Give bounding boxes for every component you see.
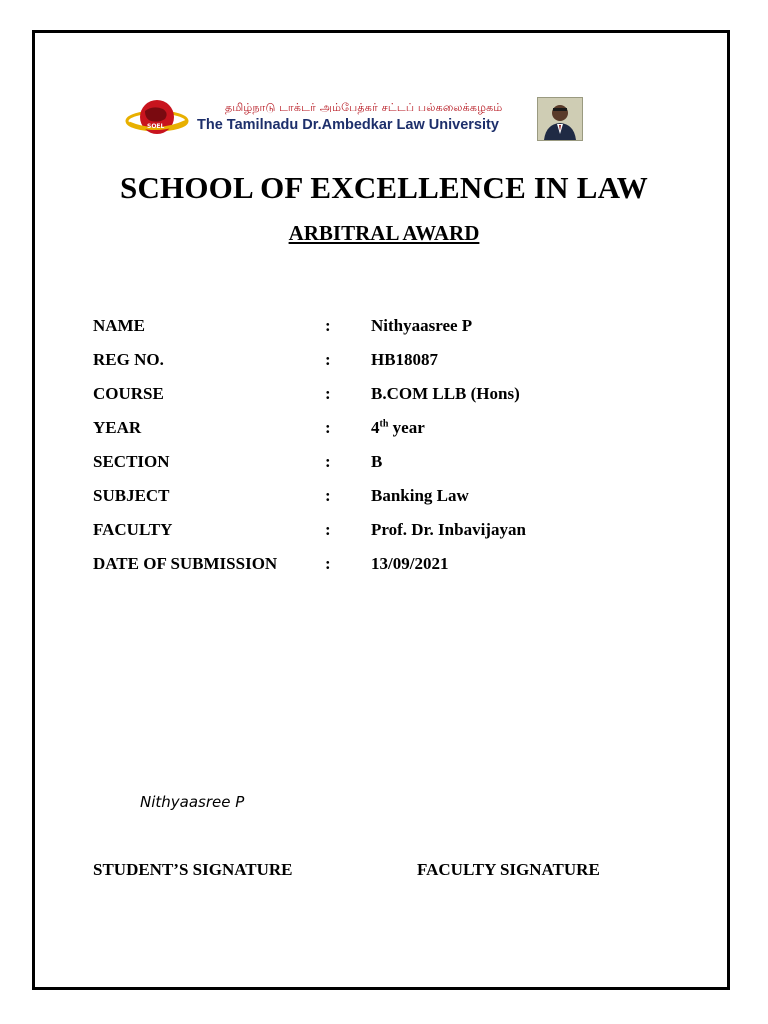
school-title: SCHOOL OF EXCELLENCE IN LAW xyxy=(120,170,648,205)
detail-value: Nithyaasree P xyxy=(371,316,473,335)
detail-label: YEAR xyxy=(93,418,142,437)
svg-text:SOEL: SOEL xyxy=(147,123,165,130)
detail-value xyxy=(371,418,425,438)
document-title: ARBITRAL AWARD xyxy=(288,221,480,245)
detail-label: SUBJECT xyxy=(93,486,170,505)
detail-value: HB18087 xyxy=(371,350,439,369)
detail-separator: : xyxy=(325,384,331,403)
detail-row-subject xyxy=(93,486,653,520)
ambedkar-portrait xyxy=(537,97,583,141)
detail-row-faculty xyxy=(93,520,653,554)
detail-separator: : xyxy=(325,554,331,573)
detail-separator: : xyxy=(325,418,331,437)
student-details xyxy=(93,316,653,588)
detail-row-reg-no xyxy=(93,350,653,384)
detail-separator: : xyxy=(325,520,331,539)
detail-value: 13/09/2021 xyxy=(371,554,449,573)
detail-value: Prof. Dr. Inbavijayan xyxy=(371,520,526,539)
detail-row-section xyxy=(93,452,653,486)
student-signature-label: STUDENT’S SIGNATURE xyxy=(93,860,293,879)
detail-row-date-of-submission xyxy=(93,554,653,588)
detail-separator: : xyxy=(325,316,331,335)
faculty-signature-label: FACULTY SIGNATURE xyxy=(417,860,600,879)
university-english-name: The Tamilnadu Dr.Ambedkar Law University xyxy=(197,117,499,133)
detail-separator: : xyxy=(325,452,331,471)
detail-value: B.COM LLB (Hons) xyxy=(371,384,520,403)
detail-label: NAME xyxy=(93,316,145,335)
detail-row-course xyxy=(93,384,653,418)
detail-row-name xyxy=(93,316,653,350)
detail-label: COURSE xyxy=(93,384,164,403)
university-logo xyxy=(125,95,585,143)
detail-value: B xyxy=(371,452,383,471)
detail-label: DATE OF SUBMISSION xyxy=(93,554,278,573)
detail-separator: : xyxy=(325,350,331,369)
detail-separator: : xyxy=(325,486,331,505)
detail-row-year xyxy=(93,418,653,452)
student-signature-text: Nithyaasree P xyxy=(140,793,245,811)
year-number: 4 xyxy=(371,418,380,437)
detail-label: FACULTY xyxy=(93,520,173,539)
university-tamil-name: தமிழ்நாடு டாக்டர் அம்பேத்கர் சட்டப் பல்கலைக்கழகம் xyxy=(225,101,503,114)
detail-label: SECTION xyxy=(93,452,170,471)
year-word: year xyxy=(388,418,425,437)
globe-icon xyxy=(125,95,195,143)
year-ordinal-suffix: th xyxy=(379,418,389,430)
detail-value: Banking Law xyxy=(371,486,469,505)
detail-label: REG NO. xyxy=(93,350,164,369)
